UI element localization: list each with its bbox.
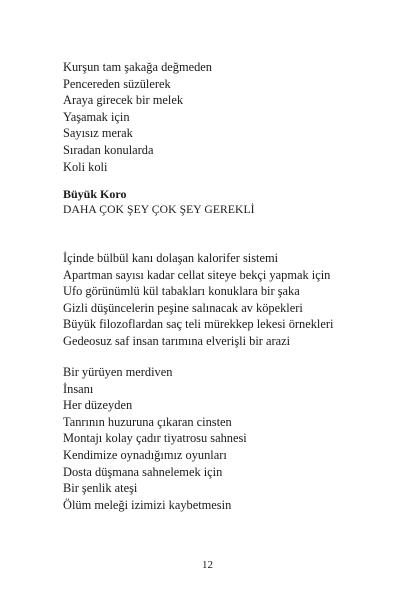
chorus-block xyxy=(63,186,393,218)
stanza-2 xyxy=(63,250,393,350)
page-number: 12 xyxy=(202,559,213,571)
poem-line: Dosta düşmana sahnelemek için xyxy=(63,464,223,479)
poem-line: Gedeosuz saf insan tarımına elverişli bir arazi xyxy=(63,333,291,348)
poem-line: Sayısız merak xyxy=(63,126,133,141)
poem-line: Araya girecek bir melek xyxy=(63,93,184,108)
poem-line: Sıradan konularda xyxy=(63,142,154,157)
stanza-3 xyxy=(63,364,393,513)
chorus-line: DAHA ÇOK ŞEY ÇOK ŞEY GEREKLİ xyxy=(63,203,255,216)
stanza-1 xyxy=(63,59,393,175)
poem-line: Gizli düşüncelerin peşine salınacak av köpekleri xyxy=(63,300,303,315)
poem-line: Apartman sayısı kadar cellat siteye bekçi yapmak için xyxy=(63,267,331,282)
poem-line: Bir şenlik ateşi xyxy=(63,481,138,496)
poem-line: Büyük filozoflardan saç teli mürekkep lekesi örnekleri xyxy=(63,317,334,332)
poem-line: Her düzeyden xyxy=(63,398,133,413)
poem-line: Pencereden süzülerek xyxy=(63,76,171,91)
chorus-title: Büyük Koro xyxy=(63,187,127,201)
poem-line: İçinde bülbül kanı dolaşan kalorifer sistemi xyxy=(63,251,279,265)
poem-line: Kendimize oynadığımız oyunları xyxy=(63,447,227,462)
poem-line: Montajı kolay çadır tiyatrosu sahnesi xyxy=(63,431,247,446)
poem-line: Koli koli xyxy=(63,159,108,174)
poem-line: Yaşamak için xyxy=(63,109,130,124)
poem-line: Ölüm meleği izimizi kaybetmesin xyxy=(63,497,232,512)
poem-line: İnsanı xyxy=(63,381,94,396)
poem-line: Tanrının huzuruna çıkaran cinsten xyxy=(63,414,232,429)
poem-line: Kurşun tam şakağa değmeden xyxy=(63,60,212,74)
poem-line: Bir yürüyen merdiven xyxy=(63,365,173,379)
poem-line: Ufo görünümlü kül tabakları konuklara bir şaka xyxy=(63,284,300,299)
